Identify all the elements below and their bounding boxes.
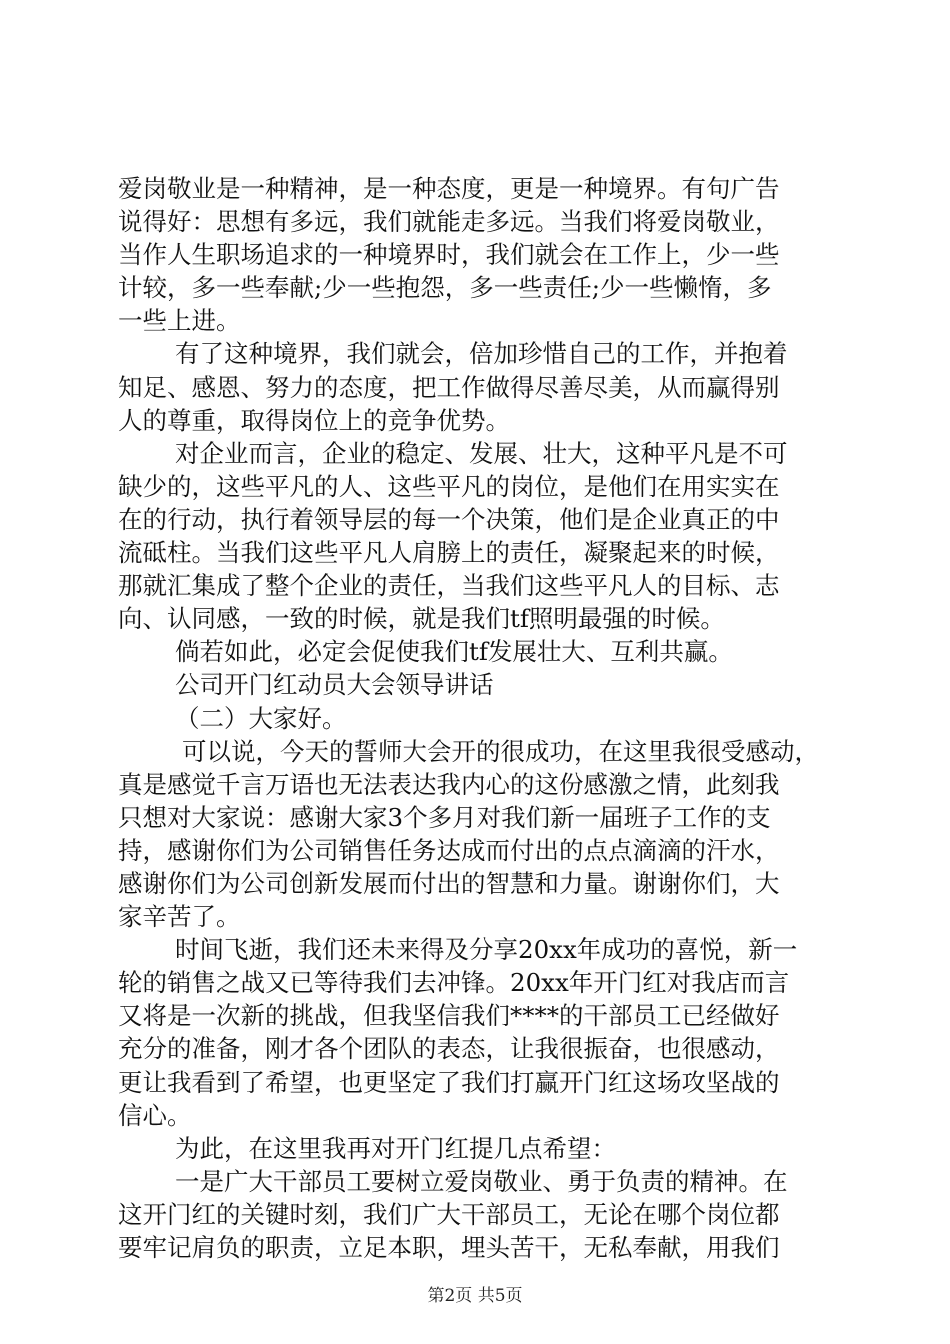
text-line: 轮的销售之战又已等待我们去冲锋。20xx年开门红对我店而言 bbox=[118, 968, 790, 998]
text-line: 倘若如此，必定会促使我们tf发展壮大、互利共赢。 bbox=[175, 637, 733, 667]
text-line: 要牢记肩负的职责，立足本职，埋头苦干，无私奉献，用我们 bbox=[118, 1233, 780, 1262]
text-line: （二）大家好。 bbox=[175, 703, 347, 733]
text-line: 知足、感恩、努力的态度，把工作做得尽善尽美，从而赢得别 bbox=[118, 372, 780, 402]
text-line: 那就汇集成了整个企业的责任，当我们这些平凡人的目标、志 bbox=[118, 571, 780, 601]
text-line: 流砥柱。当我们这些平凡人肩膀上的责任，凝聚起来的时候， bbox=[118, 538, 780, 568]
text-line: 为此，在这里我再对开门红提几点希望： bbox=[175, 1133, 616, 1163]
text-line: 缺少的，这些平凡的人、这些平凡的岗位，是他们在用实实在 bbox=[118, 471, 780, 501]
text-line: 在的行动，执行着领导层的每一个决策，他们是企业真正的中 bbox=[118, 504, 780, 534]
text-line: 对企业而言，企业的稳定、发展、壮大，这种平凡是不可 bbox=[175, 438, 788, 468]
text-line: 信心。 bbox=[118, 1100, 192, 1130]
text-line: 这开门红的关键时刻，我们广大干部员工，无论在哪个岗位都 bbox=[118, 1199, 780, 1229]
text-line: 爱岗敬业是一种精神，是一种态度，更是一种境界。有句广告 bbox=[118, 174, 780, 203]
text-line: 只想对大家说：感谢大家3个多月对我们新一届班子工作的支 bbox=[118, 802, 771, 832]
text-line: 有了这种境界，我们就会，倍加珍惜自己的工作，并抱着 bbox=[175, 339, 788, 369]
text-line: 更让我看到了希望，也更坚定了我们打赢开门红这场攻坚战的 bbox=[118, 1067, 780, 1097]
text-line: 家辛苦了。 bbox=[118, 902, 241, 932]
text-line: 向、认同感，一致的时候，就是我们tf照明最强的时候。 bbox=[118, 604, 725, 634]
text-line: 计较，多一些奉献;少一些抱怨，多一些责任;少一些懒惰，多 bbox=[118, 273, 772, 303]
text-line: 真是感觉千言万语也无法表达我内心的这份感激之情，此刻我 bbox=[118, 769, 780, 799]
text-line: 又将是一次新的挑战，但我坚信我们****的干部员工已经做好 bbox=[118, 1001, 780, 1031]
text-line: 可以说，今天的誓师大会开的很成功，在这里我很受感动， bbox=[182, 736, 819, 766]
text-line: 说得好：思想有多远，我们就能走多远。当我们将爱岗敬业， bbox=[118, 207, 780, 237]
text-line: 一是广大干部员工要树立爱岗敬业、勇于负责的精神。在 bbox=[175, 1166, 788, 1196]
text-line: 一些上进。 bbox=[118, 306, 241, 336]
text-line: 充分的准备，刚才各个团队的表态，让我很振奋，也很感动， bbox=[118, 1034, 780, 1064]
text-line: 公司开门红动员大会领导讲话 bbox=[175, 670, 494, 700]
text-line: 当作人生职场追求的一种境界时，我们就会在工作上，少一些 bbox=[118, 240, 780, 270]
page-footer: 第2页 共5页 bbox=[427, 1286, 523, 1306]
text-line: 感谢你们为公司创新发展而付出的智慧和力量。谢谢你们，大 bbox=[118, 868, 780, 898]
document-body bbox=[118, 172, 836, 1264]
text-line: 人的尊重，取得岗位上的竞争优势。 bbox=[118, 405, 510, 435]
text-line: 时间飞逝，我们还未来得及分享20xx年成功的喜悦，新一 bbox=[175, 935, 798, 965]
text-line: 持，感谢你们为公司销售任务达成而付出的点点滴滴的汗水， bbox=[118, 835, 780, 865]
